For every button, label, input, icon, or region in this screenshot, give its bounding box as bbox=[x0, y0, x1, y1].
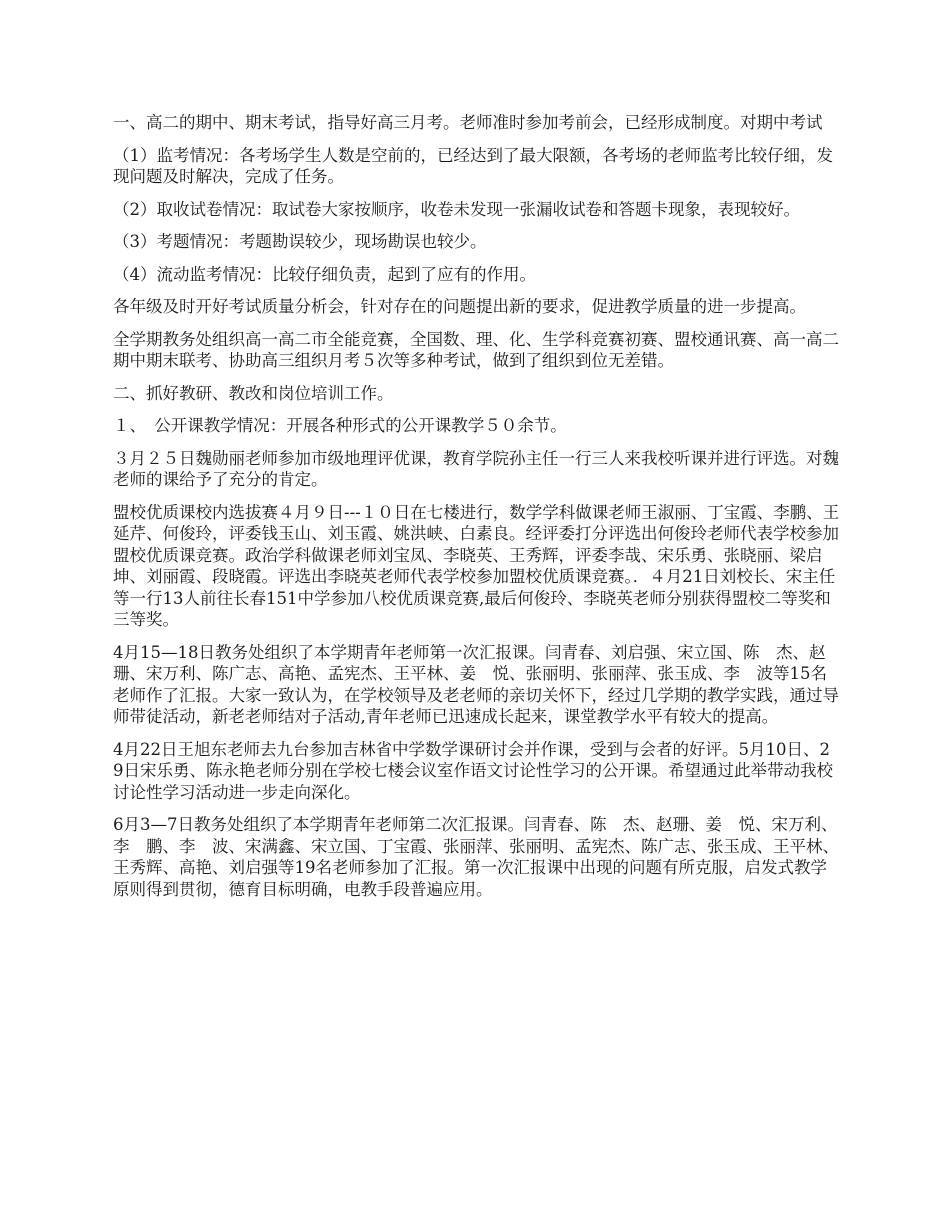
paragraph-paper-collection: （2）取收试卷情况：取试卷大家按顺序，收卷未发现一张漏收试卷和答题卡现象，表现较好。 bbox=[113, 199, 800, 219]
paragraph-mobile-invigilation: （4）流动监考情况：比较仔细负责，起到了应有的作用。 bbox=[113, 264, 536, 284]
paragraph-geography-lesson: ３月２５日魏勋丽老师参加市级地理评优课，教育学院孙主任一行三人来我校听课并进行评选。对魏老师的课给予了充分的肯定。 bbox=[113, 448, 839, 489]
paragraph-league-competition: 盟校优质课校内选拔赛４月９日---１０日在七楼进行，数学学科做课老师王淑丽、丁宝霞、李鹏、王延芹、何俊玲，评委钱玉山、刘玉霞、姚洪峡、白素良。经评委打分评选出何俊玲老师代表学校参加盟校优质课竞赛。政治学科做课老师刘宝凤、李晓英、王秀辉，评委李哉、宋乐勇、张晓丽、梁启坤、刘丽霞、段晓霞。评选出李晓英老师代表学校参加盟校优质课竞赛。．４月21日刘校长、宋主任等一行13人前往长春151中学参加八校优质课竞赛,最后何俊玲、李晓英老师分别获得盟校二等奖和三等奖。 bbox=[113, 502, 840, 629]
paragraph-second-report-lesson: 6月3—7日教务处组织了本学期青年老师第二次汇报课。闫青春、陈 杰、赵珊、姜 悦、宋万利、李 鹏、李 波、宋满鑫、宋立国、丁宝霞、张丽萍、张丽明、孟宪杰、陈广志、张玉成、王平林、王秀辉、高艳、刘启强等19名老师参加了汇报。第一次汇报课中出现的问题有所克服，启发式教学原则得到贯彻，德育目标明确，电教手段普遍应用。 bbox=[113, 815, 839, 899]
paragraph-exam-questions: （3）考题情况：考题勘误较少，现场勘误也较少。 bbox=[113, 232, 487, 251]
paragraph-quality-analysis: 各年级及时开好考试质量分析会，针对存在的问题提出新的要求，促进教学质量的进一步提高。 bbox=[113, 297, 806, 316]
paragraph-first-report-lesson: 4月15—18日教务处组织了本学期青年老师第一次汇报课。闫青春、刘启强、宋立国、陈 杰、赵珊、宋万利、陈广志、高艳、孟宪杰、王平林、姜 悦、张丽明、张丽萍、张玉成、李 波等15名老师作了汇报。大家一致认为，在学校领导及老老师的亲切关怀下，经过几学期的教学实践，通过导师带徒活动，新老老师结对子活动,青年老师已迅速成长起来，课堂教学水平有较大的提高。 bbox=[113, 642, 839, 726]
paragraph-exam-guidance: 一、高二的期中、期末考试，指导好高三月考。老师准时参加考前会，已经形成制度。对期中考试 bbox=[113, 113, 823, 132]
document-page bbox=[113, 112, 840, 911]
paragraph-invigilation: （1）监考情况：各考场学生人数是空前的，已经达到了最大限额，各考场的老师监考比较仔细，发现问题及时解决，完成了任务。 bbox=[113, 145, 833, 186]
paragraph-competitions: 全学期教务处组织高一高二市全能竞赛，全国数、理、化、生学科竞赛初赛、盟校通讯赛、高一高二期中期末联考、协助高三组织月考５次等多种考试，做到了组织到位无差错。 bbox=[113, 329, 839, 370]
paragraph-math-seminar: 4月22日王旭东老师去九台参加吉林省中学数学课研讨会并作课，受到与会者的好评。5月10日、29日宋乐勇、陈永艳老师分别在学校七楼会议室作语文讨论性学习的公开课。希望通过此举带动我校讨论性学习活动进一步走向深化。 bbox=[113, 739, 833, 802]
section-heading-teaching-research: 二、抓好教研、教改和岗位培训工作。 bbox=[113, 383, 394, 403]
paragraph-open-lessons: １、 公开课教学情况：开展各种形式的公开课教学５０余节。 bbox=[113, 416, 567, 435]
